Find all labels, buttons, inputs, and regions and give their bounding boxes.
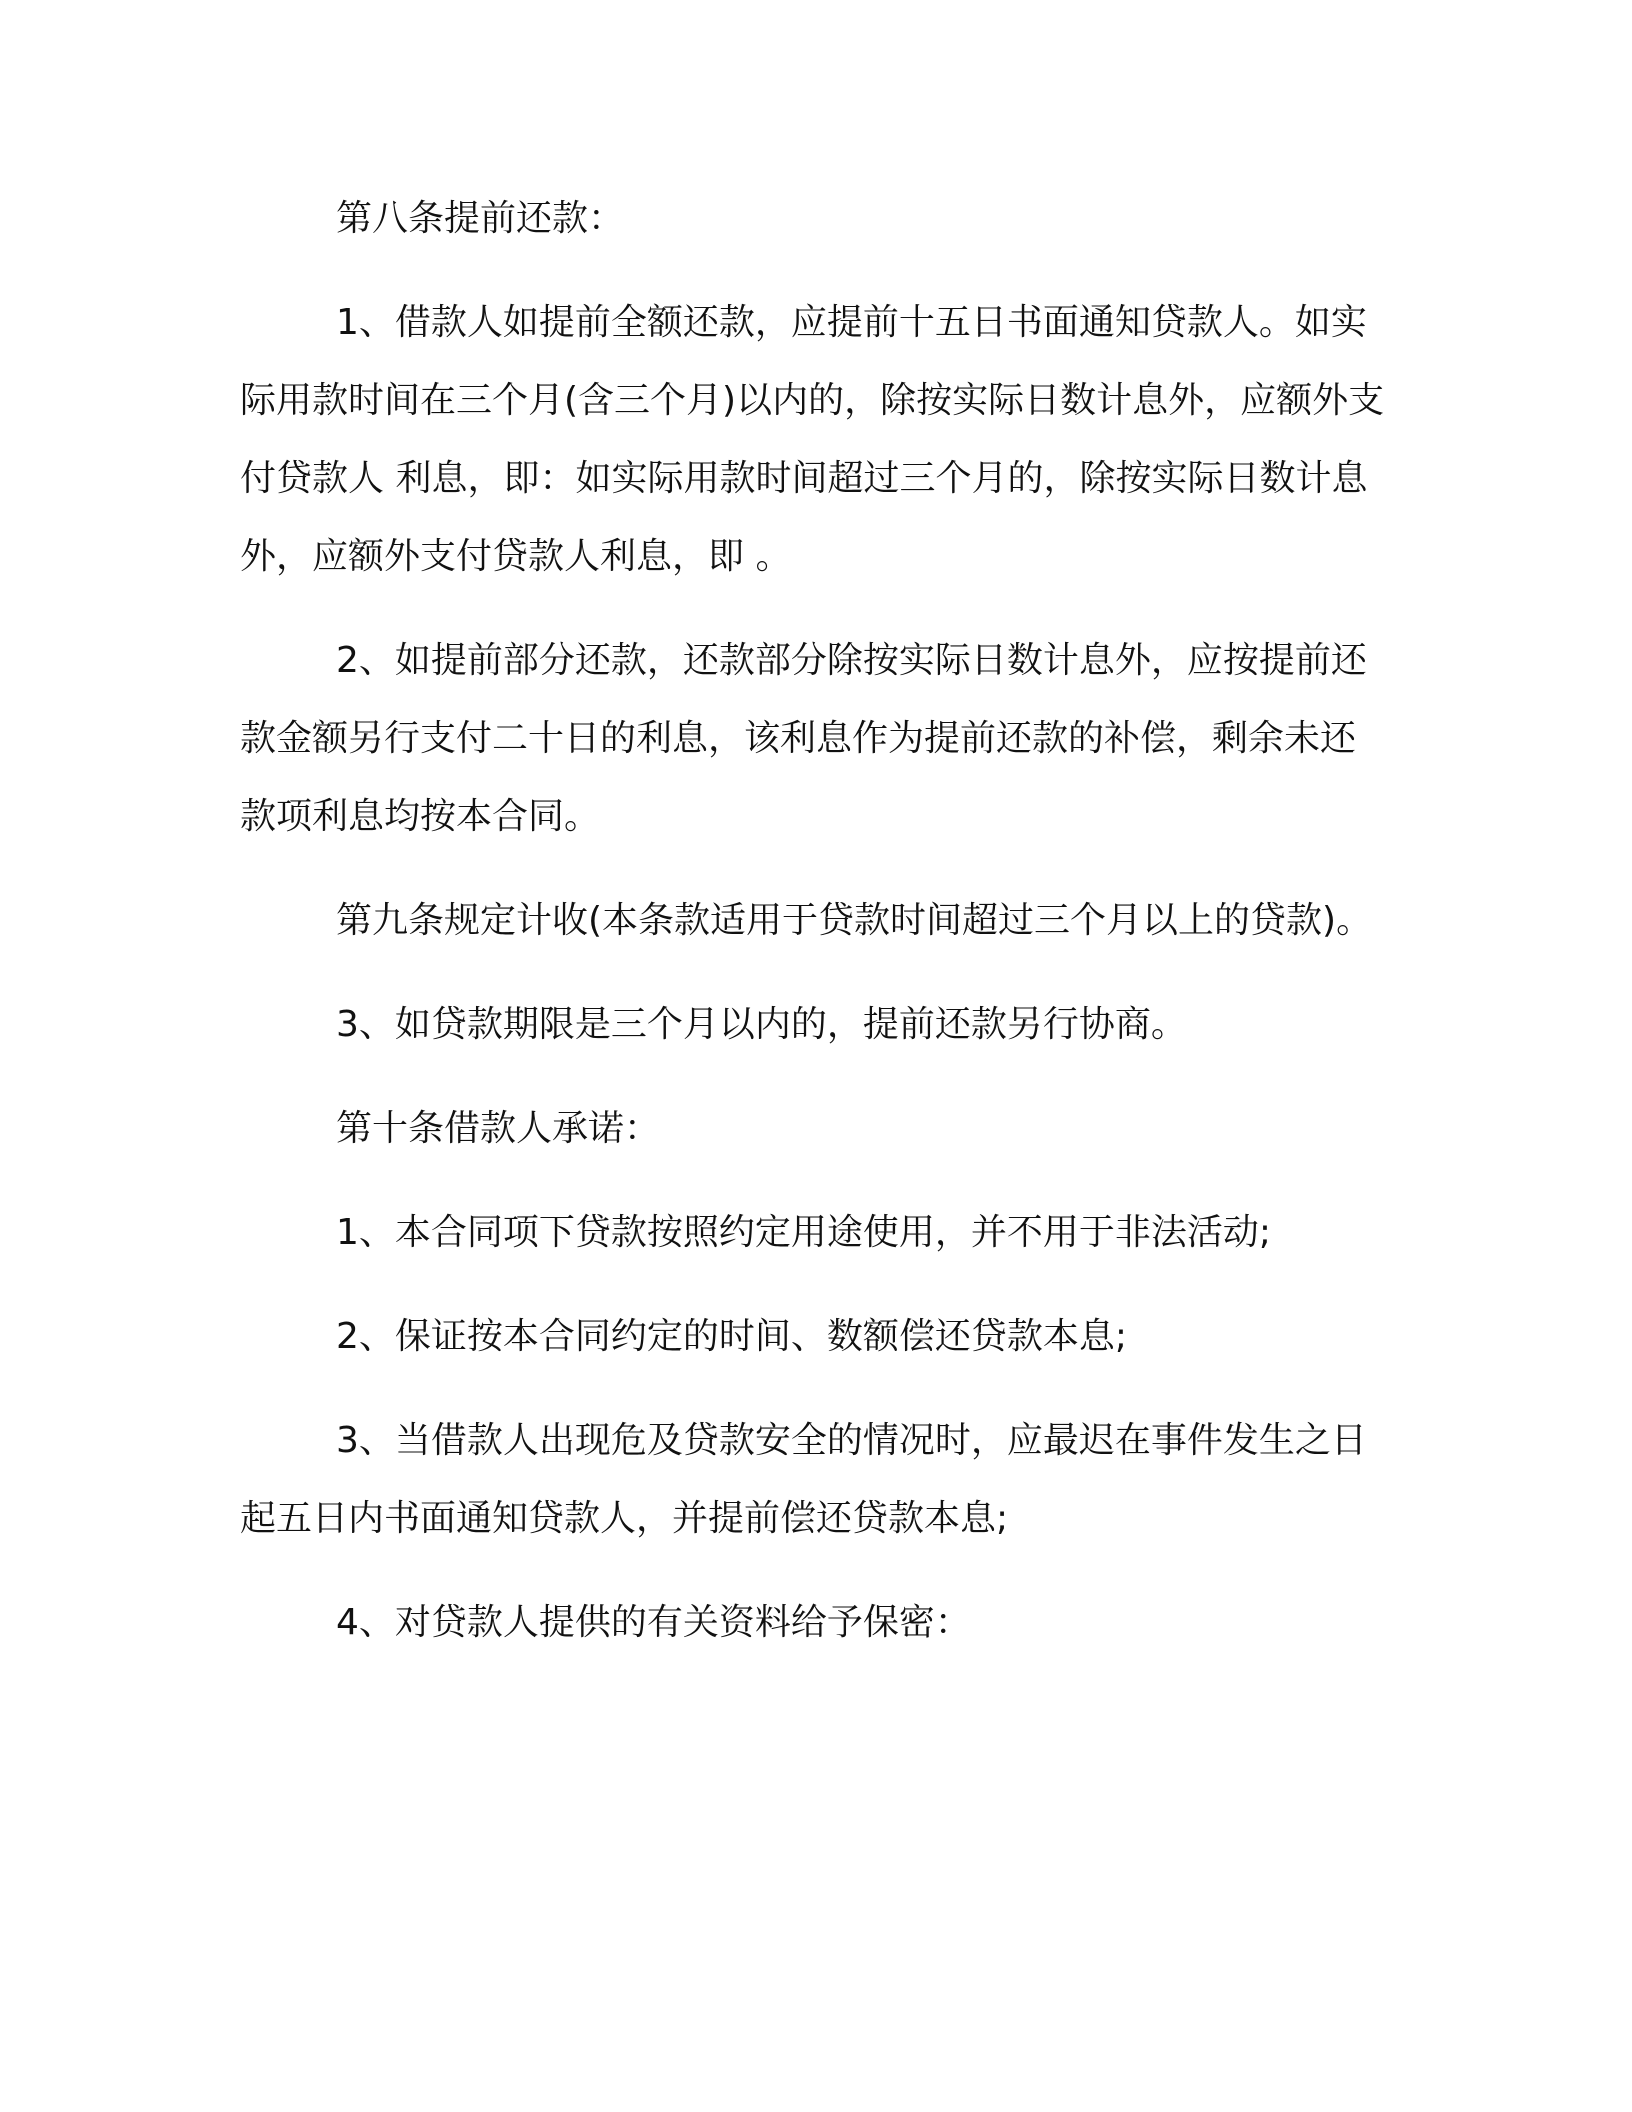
document-body — [240, 180, 1390, 1688]
article-9-clause-3: 3、如贷款期限是三个月以内的，提前还款另行协商。 — [336, 1004, 1187, 1045]
article-10-clause-2: 2、保证按本合同约定的时间、数额偿还贷款本息; — [336, 1316, 1128, 1357]
article-8-heading: 第八条提前还款： — [336, 198, 625, 239]
article-10-clause-4: 4、对贷款人提供的有关资料给予保密： — [336, 1602, 971, 1643]
article-10-clause-1: 1、本合同项下贷款按照约定用途使用，并不用于非法活动; — [336, 1212, 1272, 1253]
article-8-clause-2: 2、如提前部分还款，还款部分除按实际日数计息外，应按提前还款金额另行支付二十日的利息，该利息作为提前还款的补偿，剩余未还款项利息均按本合同。 — [240, 640, 1367, 837]
article-9-heading: 第九条规定计收(本条款适用于贷款时间超过三个月以上的贷款)。 — [336, 900, 1373, 941]
article-8-clause-1: 1、借款人如提前全额还款，应提前十五日书面通知贷款人。如实际用款时间在三个月(含三个月)以内的，除按实际日数计息外，应额外支付贷款人 利息，即：如实际用款时间超过三个月的，除按实际日数计息外，应额外支付贷款人利息，即 。 — [240, 302, 1385, 577]
article-10-heading: 第十条借款人承诺： — [336, 1108, 661, 1149]
article-10-clause-3: 3、当借款人出现危及贷款安全的情况时，应最迟在事件发生之日起五日内书面通知贷款人，并提前偿还贷款本息; — [240, 1420, 1367, 1539]
